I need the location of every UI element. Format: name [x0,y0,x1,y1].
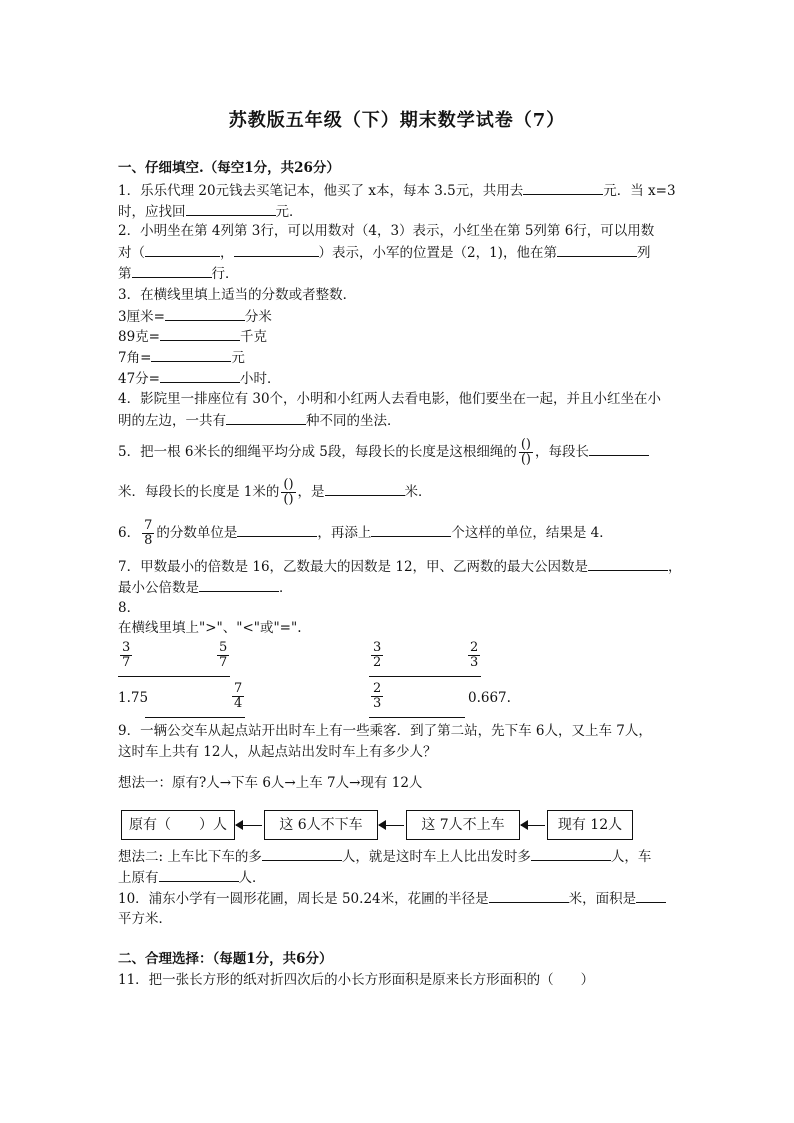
fraction-denominator: 3 [470,655,479,670]
question-3-item-4 [118,368,678,389]
q2-text-d: ）表示，小军的位置是（2，1)，他在第 [318,245,557,261]
fraction-2-3 [468,641,480,670]
q7-text-c: 最小公倍数是 [118,580,199,596]
answer-blank[interactable] [237,522,317,537]
flow-arrow-icon [236,825,262,826]
fraction-denominator: 3 [373,696,382,711]
q5-text-b: ，每段长 [535,444,590,460]
compare-1-blank[interactable] [118,676,230,677]
question-11: 11．把一张长方形的纸对折四次后的小长方形面积是原来长方形面积的（ ） [118,972,595,988]
flow-box-not-off: 这 6人不下车 [264,810,378,840]
question-1-line-1 [118,180,678,201]
question-7-line-1 [118,556,682,577]
flow-box-not-on: 这 7人不上车 [406,810,520,840]
section-1-heading: 一、仔细填空.（每空1分，共26分） [118,160,340,176]
flow-arrow-icon [379,825,404,826]
page-title: 苏教版五年级（下）期末数学试卷（7） [228,110,566,131]
q1-text-a: 1．乐乐代理 20元钱去买笔记本，他买了 x本，每本 3.5元，共用去 [118,183,524,199]
q2-text-e: 列 [636,245,651,261]
answer-blank[interactable] [234,242,319,257]
question-8-number: 8． [118,600,141,616]
answer-blank[interactable] [523,180,603,195]
answer-blank[interactable] [151,347,231,362]
fraction-numerator: 3 [373,640,382,655]
compare-4-blank[interactable] [369,717,465,718]
answer-blank[interactable] [132,263,212,278]
fraction-denominator: () [283,492,294,507]
question-1-line-2 [118,201,678,222]
fraction-numerator: 2 [373,681,382,696]
fraction-denominator: 7 [122,655,131,670]
q3-l3-text: 7角= [118,350,152,366]
fraction-numerator: 7 [144,518,153,533]
answer-blank[interactable] [159,867,239,882]
answer-blank[interactable] [325,481,405,496]
compare-3-left: 1.75 [118,690,149,706]
q3-l1-unit: 分米 [244,309,272,325]
answer-blank[interactable] [186,201,276,216]
q3-l2-text: 89克= [118,329,160,345]
fraction-blank[interactable] [281,478,295,507]
question-8-intro: 在横线里填上">"、"<"或"=". [118,620,302,636]
fraction-2-3 [371,682,383,711]
fraction-3-7 [120,641,132,670]
answer-blank[interactable] [531,846,611,861]
q1-text-d: 元． [275,204,303,220]
q6-text-c: ，再添上 [317,525,372,541]
fraction-blank[interactable] [519,438,533,467]
q3-l2-unit: 千克 [240,329,267,345]
q3-l4-unit: 小时． [240,371,281,387]
fraction-3-2 [371,641,383,670]
q9-m2-text-a: 想法二: 上车比下车的多 [118,849,262,865]
q1-text-b: 元．当 x=3 [603,183,676,199]
q6-text-d: 个这样的单位，结果是 4． [451,525,613,541]
question-9-method-2-line-2 [118,867,678,888]
q5-text-a: 5．把一根 6米长的细绳平均分成 5段，每段长的长度是这根细绳的 [118,444,517,460]
q6-text-a: 6． [118,525,141,541]
question-5-line-1 [118,437,678,467]
q4-text-b: 明的左边，一共有 [118,413,226,429]
answer-blank[interactable] [489,888,569,903]
question-2-line-3 [118,263,678,284]
answer-blank[interactable] [160,368,240,383]
question-3-item-2 [118,326,678,347]
compare-2-left [369,641,385,670]
q3-l4-text: 47分= [118,371,160,387]
compare-1-right [215,641,231,670]
question-4-line-1: 4．影院里一排座位有 30个，小明和小红两人去看电影，他们要坐在一起，并且小红坐在小 [118,391,662,407]
answer-blank[interactable] [588,556,668,571]
question-5-line-2 [118,477,678,507]
compare-2-right [466,641,482,670]
fraction-denominator: 4 [234,696,243,711]
compare-4-left [369,682,385,711]
question-10-line-2: 平方米． [118,911,172,927]
question-9-line-2: 这时车上共有 12人，从起点站出发时车上有多少人？ [118,744,437,760]
flow-arrow-icon [521,825,545,826]
answer-blank[interactable] [636,888,666,903]
fraction-numerator: 2 [470,640,479,655]
q7-text-b: ， [668,559,682,575]
question-3-item-3 [118,347,678,368]
q2-text-g: 行． [211,266,239,282]
answer-blank[interactable] [199,577,279,592]
question-10-line-1 [118,888,678,909]
answer-blank[interactable] [262,846,342,861]
fraction-numerator: 5 [219,640,228,655]
fraction-numerator: 3 [122,640,131,655]
fraction-denominator: 7 [219,655,228,670]
compare-2-blank[interactable] [369,676,481,677]
q9-m2-text-b: 人，就是这时车上人比出发时多 [341,849,531,865]
fraction-denominator: () [520,452,532,467]
fraction-denominator: 2 [373,655,382,670]
question-2-line-2 [118,242,678,263]
q3-l1-text: 3厘米= [118,309,165,325]
q5-text-d: ，是 [297,484,325,500]
q4-text-c: 种不同的坐法． [306,413,401,429]
answer-blank[interactable] [226,410,306,425]
q9-m2-text-d: 上原有 [118,870,159,886]
q9-m2-text-c: 人，车 [610,849,652,865]
question-9-method-1: 想法一：原有?人→下车 6人→上车 7人→现有 12人 [118,775,423,791]
question-9-line-1: 9．一辆公交车从起点站开出时车上有一些乘客．到了第二站，先下车 6人，又上车 7人， [118,723,652,739]
q6-text-b: 的分数单位是 [156,525,238,541]
answer-blank[interactable] [371,522,451,537]
q10-text-a: 10．浦东小学有一圆形花圃，周长是 50.24米，花圃的半径是 [118,891,489,907]
compare-1-left [118,641,134,670]
q7-text-a: 7．甲数最小的倍数是 16，乙数最大的因数是 12，甲、乙两数的最大公因数是 [118,559,589,575]
q2-text-c: ， [220,245,234,261]
compare-3-blank[interactable] [145,717,245,718]
section-2-heading: 二、合理选择：（每题1分，共6分） [118,951,333,967]
q5-text-c: 米．每段长的长度是 1米的 [118,484,280,500]
compare-4-right: 0.667. [468,690,511,706]
q10-text-b: 米，面积是 [568,891,637,907]
question-2-line-1: 2．小明坐在第 4列第 3行，可以用数对（4，3）表示，小红坐在第 5列第 6行，可以用数 [118,223,655,239]
fraction-numerator: () [520,437,532,452]
flow-box-original: 原有（ ）人 [121,810,235,840]
question-6 [118,518,678,548]
answer-blank[interactable] [589,441,649,456]
question-4-line-2 [118,410,678,431]
q2-text-b: 对（ [118,245,145,261]
answer-blank[interactable] [557,242,637,257]
q1-text-c: 时，应找回 [118,204,186,220]
question-3-item-1 [118,306,678,327]
fraction-7-4 [232,682,244,711]
answer-blank[interactable] [145,242,220,257]
q7-text-d: ． [279,580,293,596]
answer-blank[interactable] [160,326,240,341]
fraction-denominator: 8 [144,533,153,548]
compare-3-right [230,682,246,711]
q9-m2-text-e: 人． [238,870,266,886]
fraction-numerator: 7 [234,681,243,696]
fraction-numerator: () [283,477,294,492]
q2-text-f: 第 [118,266,132,282]
question-9-method-2-line-1 [118,846,678,867]
q5-text-e: 米． [404,484,432,500]
answer-blank[interactable] [165,306,245,321]
flow-box-now: 现有 12人 [547,810,633,840]
fraction-5-7 [217,641,229,670]
q3-l3-unit: 元 [231,350,245,366]
question-7-line-2 [118,577,678,598]
question-3-intro: 3．在横线里填上适当的分数或者整数． [118,287,357,303]
fraction-7-8 [142,519,154,548]
